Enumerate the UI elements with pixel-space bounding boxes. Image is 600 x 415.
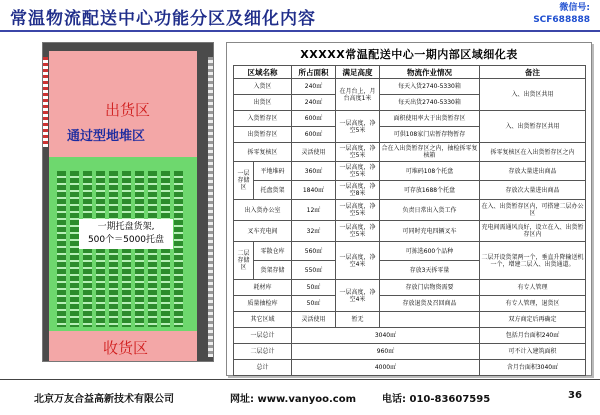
rack-row xyxy=(122,171,131,327)
table-row xyxy=(234,143,586,162)
cell-area: 600㎡ xyxy=(292,111,336,127)
table-row xyxy=(234,280,586,296)
cell-area: 3040㎡ xyxy=(292,328,480,344)
cell-note: 二层开设货架两一个，垂直升降输送机一个，增建二层入、出货通道。 xyxy=(480,242,586,280)
col-header-name: 区域名称 xyxy=(234,66,292,79)
cell-ops: 可同时充电四辆叉车 xyxy=(380,221,480,242)
cell-note: 双方商定后再确定 xyxy=(480,312,586,328)
rack-row xyxy=(161,171,170,327)
cell-area: 4000㎡ xyxy=(292,360,480,376)
cell-ops: 每天入货2740-5330箱 xyxy=(380,79,480,95)
title-divider xyxy=(0,30,600,32)
cell-note: 可不计入建筑面积 xyxy=(480,344,586,360)
table-row xyxy=(234,312,586,328)
cell-name: 入货区 xyxy=(234,79,292,95)
cell-area: 12㎡ xyxy=(292,200,336,221)
cell-height: 一层高度，净空5米 xyxy=(336,200,380,221)
table-row xyxy=(234,242,586,261)
cell-note: 包括月台面积240㎡ xyxy=(480,328,586,344)
table-row xyxy=(234,344,586,360)
wechat-badge xyxy=(533,2,590,26)
cell-ops: 可存放1688个托盘 xyxy=(380,181,480,200)
cell-area: 50㎡ xyxy=(292,296,336,312)
table-row xyxy=(234,181,586,200)
rack-capacity-label xyxy=(79,219,173,249)
cell-height: 暂无 xyxy=(336,312,380,328)
cell-area: 50㎡ xyxy=(292,280,336,296)
cell-name: 其它区域 xyxy=(234,312,292,328)
col-header-note: 备注 xyxy=(480,66,586,79)
cell-name: 出入货办公室 xyxy=(234,200,292,221)
cell-ops: 存放3天拆零量 xyxy=(380,261,480,280)
area-detail-table-panel xyxy=(226,42,592,376)
cell-name: 总计 xyxy=(234,360,292,376)
wechat-id: SCF688888 xyxy=(533,15,590,25)
cell-ops: 负责日常出入货工作 xyxy=(380,200,480,221)
cell-note: 有专人管理，退货区 xyxy=(480,296,586,312)
wechat-label: 微信号: xyxy=(559,3,590,13)
cell-area: 960㎡ xyxy=(292,344,480,360)
cell-height: 一层高度，净空8米 xyxy=(336,181,380,200)
pallet-racks xyxy=(57,171,191,327)
website-url: www.vanyoo.com xyxy=(257,394,357,405)
table-row xyxy=(234,360,586,376)
col-header-ops: 物流作业情况 xyxy=(380,66,480,79)
table-row xyxy=(234,111,586,127)
cell-height: 一层高度，净空5米 xyxy=(336,143,380,162)
table-row xyxy=(234,328,586,344)
cell-name: 叉车充电间 xyxy=(234,221,292,242)
table-row xyxy=(234,200,586,221)
floor-plan xyxy=(42,42,214,362)
cell-name: 托盘货架 xyxy=(254,181,292,200)
col-header-area: 所占面积 xyxy=(292,66,336,79)
cell-name: 质量抽检库 xyxy=(234,296,292,312)
rack-row xyxy=(174,171,183,327)
cell-note: 在入、出货暂存区内，可搭建二层办公区 xyxy=(480,200,586,221)
page-number: 36 xyxy=(568,390,582,401)
cell-ops xyxy=(380,312,480,328)
outbound-zone-label: 出货区 xyxy=(105,101,151,119)
cell-area: 550㎡ xyxy=(292,261,336,280)
cell-ops: 合在入出货暂存区之内，抽检拆零复核箱 xyxy=(380,143,480,162)
cell-note: 含月台面积3040㎡ xyxy=(480,360,586,376)
table-row xyxy=(234,79,586,95)
rack-row xyxy=(109,171,118,327)
rack-row xyxy=(135,171,144,327)
dock-doors-left xyxy=(43,57,48,147)
cell-name: 零散仓库 xyxy=(254,242,292,261)
cell-area: 240㎡ xyxy=(292,79,336,95)
cell-area: 240㎡ xyxy=(292,95,336,111)
footer-divider xyxy=(0,379,600,380)
cell-note: 入、出货暂存区共用 xyxy=(480,111,586,143)
cell-ops: 面积使用率大于出货暂存区 xyxy=(380,111,480,127)
cell-area: 600㎡ xyxy=(292,127,336,143)
cell-group: 二层存储区 xyxy=(234,242,254,280)
cell-area: 灵活使用 xyxy=(292,143,336,162)
cell-ops: 存放门店物资需要 xyxy=(380,280,480,296)
cell-height: 一层高度，净空5米 xyxy=(336,111,380,143)
transit-zone-label: 通过型地堆区 xyxy=(65,125,147,144)
cell-height: 一层高度，净空5米 xyxy=(336,221,380,242)
rack-row xyxy=(83,171,92,327)
cell-height: 一层高度，净空5米 xyxy=(336,162,380,181)
page-title: 常温物流配送中心功能分区及细化内容 xyxy=(10,9,316,29)
cell-name: 货架存储 xyxy=(254,261,292,280)
cell-note: 充电间需通风良好，设立在入、出货暂存区内 xyxy=(480,221,586,242)
cell-ops: 可堆码108个托盘 xyxy=(380,162,480,181)
cell-name: 出货暂存区 xyxy=(234,127,292,143)
table-header-row xyxy=(234,66,586,79)
cell-group: 一层存储区 xyxy=(234,162,254,200)
footer-phone xyxy=(382,390,490,405)
cell-name: 出货区 xyxy=(234,95,292,111)
cell-area: 1840㎡ xyxy=(292,181,336,200)
footer-company: 北京万友合益高新技术有限公司 xyxy=(34,394,174,405)
cell-name: 入货暂存区 xyxy=(234,111,292,127)
phone-number: 010-83607595 xyxy=(409,394,491,405)
cell-name: 二层总计 xyxy=(234,344,292,360)
footer-website xyxy=(230,390,356,405)
cell-name: 耗材库 xyxy=(234,280,292,296)
table-title: XXXXX常温配送中心一期内部区域细化表 xyxy=(300,48,518,61)
cell-note: 存放次大量进出商品 xyxy=(480,181,586,200)
rack-capacity-line1: 一期托盘货架, xyxy=(97,222,155,232)
cell-area: 灵活使用 xyxy=(292,312,336,328)
cell-note: 存放大量进出商品 xyxy=(480,162,586,181)
cell-height: 一层高度，净空4米 xyxy=(336,280,380,312)
cell-note: 拆零复核区在入出货暂存区之内 xyxy=(480,143,586,162)
table-row xyxy=(234,162,586,181)
rack-row xyxy=(96,171,105,327)
cell-area: 360㎡ xyxy=(292,162,336,181)
dock-doors-right xyxy=(208,57,213,357)
cell-note: 有专人管理 xyxy=(480,280,586,296)
rack-row xyxy=(70,171,79,327)
cell-name: 平地堆码 xyxy=(254,162,292,181)
table-row xyxy=(234,221,586,242)
table-row xyxy=(234,296,586,312)
cell-ops: 存放退货及召回商品 xyxy=(380,296,480,312)
cell-name: 一层总计 xyxy=(234,328,292,344)
cell-ops: 可供108家门店暂存物暂存 xyxy=(380,127,480,143)
col-header-height: 满足高度 xyxy=(336,66,380,79)
phone-label: 电话: xyxy=(382,394,406,405)
cell-height: 一层高度，净空4米 xyxy=(336,242,380,280)
cell-area: 32㎡ xyxy=(292,221,336,242)
rack-capacity-line2: 500个＝5000托盘 xyxy=(87,235,165,245)
cell-area: 560㎡ xyxy=(292,242,336,261)
cell-name: 拆零复核区 xyxy=(234,143,292,162)
cell-ops: 每天出货2740-5330箱 xyxy=(380,95,480,111)
rack-row xyxy=(148,171,157,327)
cell-note: 入、出货区共用 xyxy=(480,79,586,111)
cell-ops: 可拣选600个品种 xyxy=(380,242,480,261)
area-detail-table xyxy=(233,65,586,376)
cell-height: 在月台上，月台高度1米 xyxy=(336,79,380,111)
website-label: 网址: xyxy=(230,394,254,405)
inbound-zone-label: 收货区 xyxy=(103,339,149,357)
rack-row xyxy=(57,171,66,327)
